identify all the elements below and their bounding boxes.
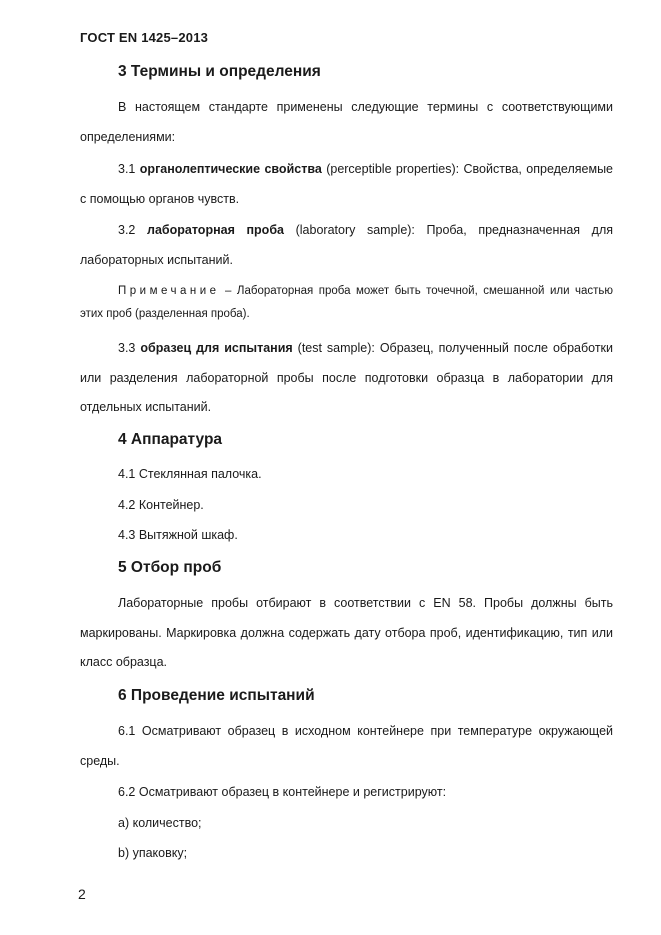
term-3-2-definition: (laboratory sample): Проба, предназначенная для лабораторных испытаний. (80, 223, 614, 267)
note-3-2 (80, 280, 613, 326)
term-3-2-name: лабораторная проба (147, 223, 284, 237)
term-3-2 (80, 216, 613, 275)
section-4-item: 4.2 Контейнер. (118, 498, 204, 512)
term-3-1-name: органолептические свойства (139, 162, 322, 176)
term-3-1-definition: (perceptible properties): Свойства, определяемые с помощью органов чувств. (80, 162, 614, 206)
document-code-header: ГОСТ EN 1425–2013 (80, 30, 209, 45)
section-4-item: 4.3 Вытяжной шкаф. (118, 528, 238, 542)
term-3-3-definition: (test sample): Образец, полученный после обработки или разделения лабораторной пробы после подготовки образца в лаборатории для отдельных испытаний. (80, 341, 614, 414)
section-5-text: Лабораторные пробы отбирают в соответствии с EN 58. Пробы должны быть маркированы. Маркировка должна содержать дату отбора проб, идентификацию, тип или класс образца. (80, 596, 613, 669)
section-5-heading: 5 Отбор проб (118, 559, 222, 576)
note-text: – Лабораторная проба может быть точечной, смешанной или частью этих проб (разделенная проба). (80, 285, 613, 320)
term-3-3 (80, 334, 613, 423)
list-item: а) количество; (118, 816, 202, 830)
term-3-3-number: 3.3 (118, 341, 136, 355)
term-3-3-name: образец для испытания (140, 341, 293, 355)
page-number: 2 (78, 886, 86, 902)
section-6-heading: 6 Проведение испытаний (118, 687, 315, 704)
clause-6-1: 6.1 Осматривают образец в исходном контейнере при температуре окружающей среды. (80, 724, 613, 768)
list-item: b) упаковку; (118, 846, 188, 860)
note-label: Примечание (118, 285, 220, 297)
section-3-intro: В настоящем стандарте применены следующие термины с соответствующими определениями: (80, 100, 613, 144)
clause-6-2: 6.2 Осматривают образец в контейнере и регистрируют: (118, 785, 447, 799)
section-4-item: 4.1 Стеклянная палочка. (118, 467, 262, 481)
term-3-1 (80, 155, 613, 214)
term-3-1-number: 3.1 (118, 162, 136, 176)
section-4-heading: 4 Аппаратура (118, 431, 223, 448)
section-3-heading: 3 Термины и определения (118, 63, 321, 80)
term-3-2-number: 3.2 (118, 223, 136, 237)
